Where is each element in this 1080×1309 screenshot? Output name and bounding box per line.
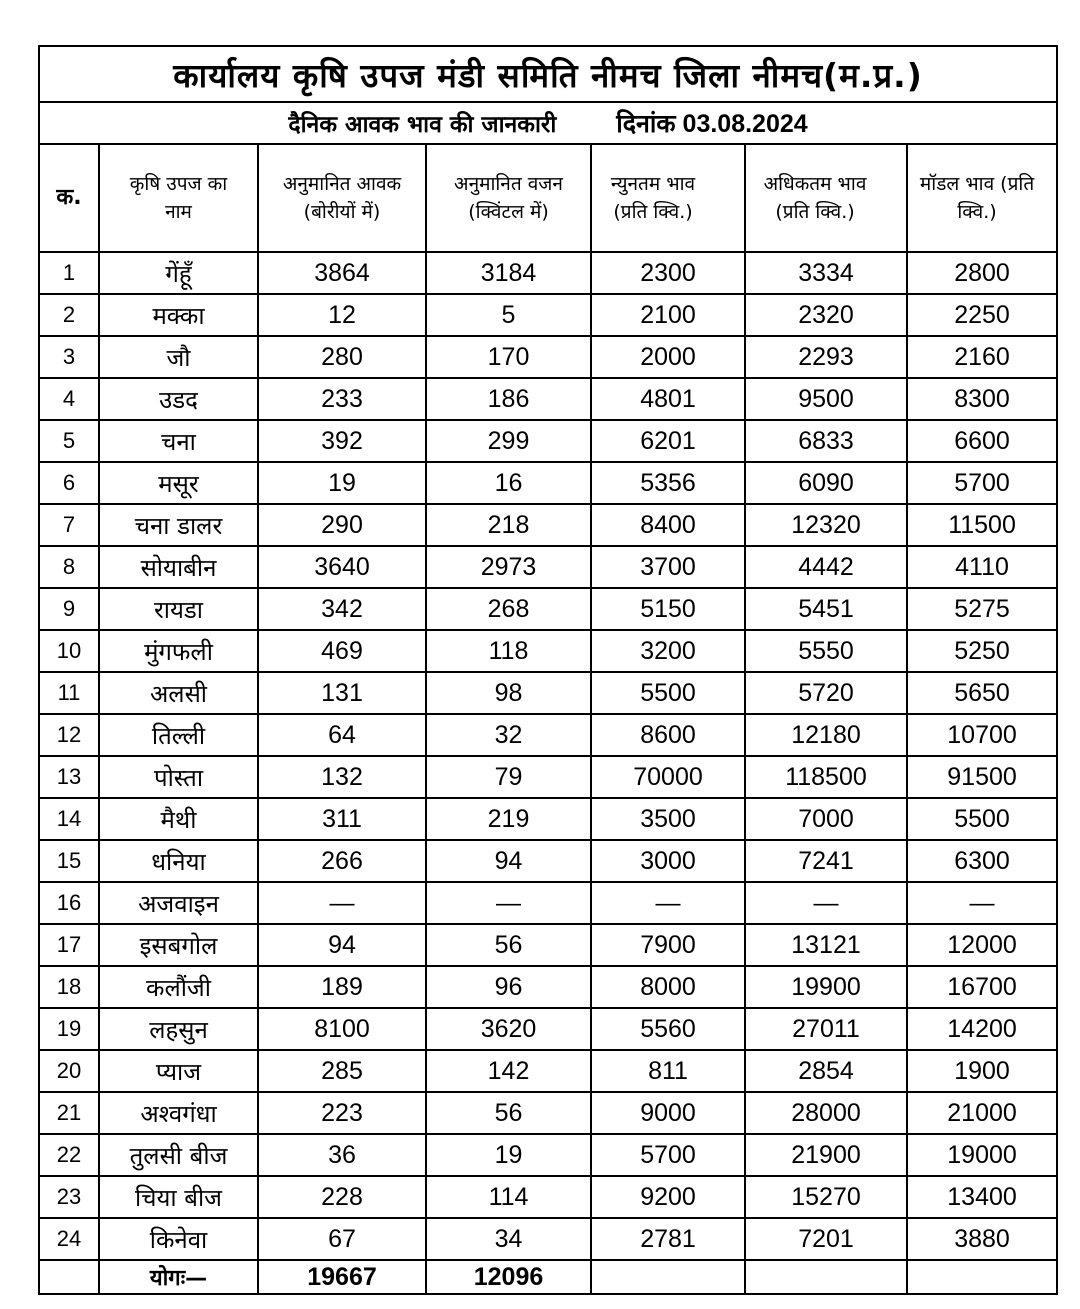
row-serial: 1 <box>39 252 99 294</box>
row-weight: 56 <box>426 924 591 966</box>
row-max-price: 12180 <box>745 714 907 756</box>
row-modal-price: 14200 <box>907 1008 1057 1050</box>
row-max-price: 5720 <box>745 672 907 714</box>
row-weight: 114 <box>426 1176 591 1218</box>
row-crop-name: चना डालर <box>99 504 258 546</box>
row-modal-price: 1900 <box>907 1050 1057 1092</box>
row-modal-price: 5275 <box>907 588 1057 630</box>
row-max-price: 13121 <box>745 924 907 966</box>
row-crop-name: उडद <box>99 378 258 420</box>
row-min-price: 3200 <box>591 630 745 672</box>
row-max-price: — <box>745 882 907 924</box>
price-rows <box>39 252 1057 1260</box>
row-max-price: 28000 <box>745 1092 907 1134</box>
row-modal-price: 91500 <box>907 756 1057 798</box>
row-max-price: 7201 <box>745 1218 907 1260</box>
row-serial: 3 <box>39 336 99 378</box>
row-modal-price: 6600 <box>907 420 1057 462</box>
row-weight: 16 <box>426 462 591 504</box>
row-crop-name: मक्का <box>99 294 258 336</box>
row-modal-price: 8300 <box>907 378 1057 420</box>
table-row <box>39 672 1057 714</box>
report-heading: दैनिक आवक भाव की जानकारी <box>288 112 557 138</box>
row-crop-name: मुंगफली <box>99 630 258 672</box>
row-arrival-bags: 94 <box>258 924 426 966</box>
row-crop-name: प्याज <box>99 1050 258 1092</box>
row-crop-name: चना <box>99 420 258 462</box>
row-modal-price: 2800 <box>907 252 1057 294</box>
row-min-price: 8400 <box>591 504 745 546</box>
row-serial: 13 <box>39 756 99 798</box>
totals-row <box>39 1260 1057 1294</box>
row-crop-name: मसूर <box>99 462 258 504</box>
row-arrival-bags: 36 <box>258 1134 426 1176</box>
header-min-price: न्युनतम भाव (प्रति क्वि.) <box>591 144 745 252</box>
header-modal-price: मॉडल भाव (प्रति क्वि.) <box>907 144 1057 252</box>
table-row <box>39 252 1057 294</box>
row-arrival-bags: 290 <box>258 504 426 546</box>
table-row <box>39 420 1057 462</box>
row-modal-price: 2250 <box>907 294 1057 336</box>
row-crop-name: लहसुन <box>99 1008 258 1050</box>
row-weight: 56 <box>426 1092 591 1134</box>
row-max-price: 5550 <box>745 630 907 672</box>
row-min-price: 9200 <box>591 1176 745 1218</box>
row-serial: 2 <box>39 294 99 336</box>
table-row <box>39 714 1057 756</box>
row-weight: 94 <box>426 840 591 882</box>
row-modal-price: 21000 <box>907 1092 1057 1134</box>
table-row <box>39 756 1057 798</box>
header-arrival-bags: अनुमानित आवक (बोरीयों में) <box>258 144 426 252</box>
row-weight: 79 <box>426 756 591 798</box>
row-modal-price: 12000 <box>907 924 1057 966</box>
row-modal-price: 10700 <box>907 714 1057 756</box>
header-crop: कृषि उपज का नाम <box>99 144 258 252</box>
table-row <box>39 1218 1057 1260</box>
table-row <box>39 588 1057 630</box>
table-row <box>39 1176 1057 1218</box>
row-serial: 9 <box>39 588 99 630</box>
row-serial: 24 <box>39 1218 99 1260</box>
row-max-price: 21900 <box>745 1134 907 1176</box>
row-weight: 142 <box>426 1050 591 1092</box>
row-max-price: 12320 <box>745 504 907 546</box>
row-modal-price: 5650 <box>907 672 1057 714</box>
row-weight: 96 <box>426 966 591 1008</box>
table-row <box>39 336 1057 378</box>
header-serial: क. <box>39 144 99 252</box>
row-crop-name: किनेवा <box>99 1218 258 1260</box>
table-row <box>39 1008 1057 1050</box>
row-min-price: 70000 <box>591 756 745 798</box>
table-row <box>39 798 1057 840</box>
row-modal-price: 5500 <box>907 798 1057 840</box>
row-min-price: 2781 <box>591 1218 745 1260</box>
row-min-price: 811 <box>591 1050 745 1092</box>
row-crop-name: मैथी <box>99 798 258 840</box>
row-min-price: 4801 <box>591 378 745 420</box>
row-serial: 10 <box>39 630 99 672</box>
row-arrival-bags: 392 <box>258 420 426 462</box>
row-arrival-bags: 223 <box>258 1092 426 1134</box>
totals-label: योगः— <box>99 1260 258 1294</box>
row-max-price: 118500 <box>745 756 907 798</box>
row-weight: 170 <box>426 336 591 378</box>
row-max-price: 3334 <box>745 252 907 294</box>
table-row <box>39 378 1057 420</box>
row-modal-price: 13400 <box>907 1176 1057 1218</box>
row-crop-name: तुलसी बीज <box>99 1134 258 1176</box>
page-title: कार्यालय कृषि उपज मंडी समिति नीमच जिला नीमच(म.प्र.) <box>39 46 1057 102</box>
table-row <box>39 462 1057 504</box>
row-weight: 3620 <box>426 1008 591 1050</box>
row-arrival-bags: 233 <box>258 378 426 420</box>
report-date: दिनांक 03.08.2024 <box>616 110 808 138</box>
row-crop-name: रायडा <box>99 588 258 630</box>
row-max-price: 2854 <box>745 1050 907 1092</box>
row-weight: 5 <box>426 294 591 336</box>
row-weight: 19 <box>426 1134 591 1176</box>
row-serial: 11 <box>39 672 99 714</box>
row-min-price: 5356 <box>591 462 745 504</box>
row-weight: — <box>426 882 591 924</box>
row-arrival-bags: 285 <box>258 1050 426 1092</box>
row-arrival-bags: 189 <box>258 966 426 1008</box>
row-serial: 15 <box>39 840 99 882</box>
row-weight: 98 <box>426 672 591 714</box>
table-row <box>39 546 1057 588</box>
row-max-price: 15270 <box>745 1176 907 1218</box>
row-serial: 4 <box>39 378 99 420</box>
row-serial: 22 <box>39 1134 99 1176</box>
row-arrival-bags: 3864 <box>258 252 426 294</box>
table-row <box>39 504 1057 546</box>
row-arrival-bags: 19 <box>258 462 426 504</box>
row-serial: 7 <box>39 504 99 546</box>
row-min-price: 5700 <box>591 1134 745 1176</box>
row-weight: 2973 <box>426 546 591 588</box>
row-crop-name: तिल्ली <box>99 714 258 756</box>
column-header-row <box>39 144 1057 252</box>
row-max-price: 7241 <box>745 840 907 882</box>
table-row <box>39 882 1057 924</box>
row-crop-name: जौ <box>99 336 258 378</box>
row-min-price: 3700 <box>591 546 745 588</box>
row-max-price: 6833 <box>745 420 907 462</box>
row-min-price: 3500 <box>591 798 745 840</box>
row-arrival-bags: 12 <box>258 294 426 336</box>
row-weight: 268 <box>426 588 591 630</box>
row-weight: 299 <box>426 420 591 462</box>
table-row <box>39 630 1057 672</box>
row-modal-price: 19000 <box>907 1134 1057 1176</box>
row-arrival-bags: 342 <box>258 588 426 630</box>
row-serial: 6 <box>39 462 99 504</box>
row-serial: 18 <box>39 966 99 1008</box>
totals-bags: 19667 <box>258 1260 426 1294</box>
row-min-price: 7900 <box>591 924 745 966</box>
row-serial: 8 <box>39 546 99 588</box>
row-serial: 14 <box>39 798 99 840</box>
table-row <box>39 966 1057 1008</box>
row-arrival-bags: 280 <box>258 336 426 378</box>
row-arrival-bags: 3640 <box>258 546 426 588</box>
row-arrival-bags: 266 <box>258 840 426 882</box>
mandi-price-table <box>38 45 1058 1295</box>
row-min-price: 5560 <box>591 1008 745 1050</box>
row-weight: 186 <box>426 378 591 420</box>
row-arrival-bags: 132 <box>258 756 426 798</box>
row-modal-price: 5250 <box>907 630 1057 672</box>
row-crop-name: सोयाबीन <box>99 546 258 588</box>
row-weight: 218 <box>426 504 591 546</box>
totals-blank <box>745 1260 907 1294</box>
row-weight: 3184 <box>426 252 591 294</box>
row-max-price: 2293 <box>745 336 907 378</box>
row-modal-price: 16700 <box>907 966 1057 1008</box>
header-weight: अनुमानित वजन (क्विंटल में) <box>426 144 591 252</box>
row-modal-price: 3880 <box>907 1218 1057 1260</box>
row-max-price: 9500 <box>745 378 907 420</box>
table-row <box>39 294 1057 336</box>
row-arrival-bags: 228 <box>258 1176 426 1218</box>
row-crop-name: चिया बीज <box>99 1176 258 1218</box>
row-weight: 32 <box>426 714 591 756</box>
row-serial: 16 <box>39 882 99 924</box>
row-max-price: 19900 <box>745 966 907 1008</box>
row-serial: 20 <box>39 1050 99 1092</box>
row-crop-name: अजवाइन <box>99 882 258 924</box>
report-subtitle <box>39 102 1057 144</box>
row-min-price: 2000 <box>591 336 745 378</box>
row-serial: 21 <box>39 1092 99 1134</box>
row-arrival-bags: 469 <box>258 630 426 672</box>
table-row <box>39 1092 1057 1134</box>
totals-blank <box>907 1260 1057 1294</box>
row-max-price: 5451 <box>745 588 907 630</box>
row-min-price: 2100 <box>591 294 745 336</box>
row-min-price: 9000 <box>591 1092 745 1134</box>
row-max-price: 6090 <box>745 462 907 504</box>
row-weight: 34 <box>426 1218 591 1260</box>
totals-blank <box>591 1260 745 1294</box>
table-row <box>39 1134 1057 1176</box>
row-modal-price: 6300 <box>907 840 1057 882</box>
row-arrival-bags: 67 <box>258 1218 426 1260</box>
table-row <box>39 1050 1057 1092</box>
totals-blank <box>39 1260 99 1294</box>
row-crop-name: धनिया <box>99 840 258 882</box>
row-arrival-bags: 8100 <box>258 1008 426 1050</box>
row-modal-price: 4110 <box>907 546 1057 588</box>
row-modal-price: 5700 <box>907 462 1057 504</box>
row-serial: 17 <box>39 924 99 966</box>
row-max-price: 4442 <box>745 546 907 588</box>
row-crop-name: अलसी <box>99 672 258 714</box>
row-arrival-bags: 311 <box>258 798 426 840</box>
row-min-price: — <box>591 882 745 924</box>
row-crop-name: इसबगोल <box>99 924 258 966</box>
row-arrival-bags: 131 <box>258 672 426 714</box>
row-crop-name: कलौंजी <box>99 966 258 1008</box>
row-modal-price: — <box>907 882 1057 924</box>
row-crop-name: अश्वगंधा <box>99 1092 258 1134</box>
header-max-price: अधिकतम भाव (प्रति क्वि.) <box>745 144 907 252</box>
row-max-price: 2320 <box>745 294 907 336</box>
row-serial: 5 <box>39 420 99 462</box>
row-min-price: 5150 <box>591 588 745 630</box>
row-serial: 23 <box>39 1176 99 1218</box>
row-weight: 118 <box>426 630 591 672</box>
row-serial: 12 <box>39 714 99 756</box>
row-modal-price: 2160 <box>907 336 1057 378</box>
row-serial: 19 <box>39 1008 99 1050</box>
row-min-price: 5500 <box>591 672 745 714</box>
row-crop-name: पोस्ता <box>99 756 258 798</box>
table-row <box>39 924 1057 966</box>
row-max-price: 7000 <box>745 798 907 840</box>
row-min-price: 3000 <box>591 840 745 882</box>
row-modal-price: 11500 <box>907 504 1057 546</box>
row-min-price: 2300 <box>591 252 745 294</box>
row-arrival-bags: — <box>258 882 426 924</box>
row-min-price: 8000 <box>591 966 745 1008</box>
row-weight: 219 <box>426 798 591 840</box>
row-crop-name: गेंहूँ <box>99 252 258 294</box>
row-arrival-bags: 64 <box>258 714 426 756</box>
totals-weight: 12096 <box>426 1260 591 1294</box>
row-min-price: 6201 <box>591 420 745 462</box>
row-max-price: 27011 <box>745 1008 907 1050</box>
row-min-price: 8600 <box>591 714 745 756</box>
table-row <box>39 840 1057 882</box>
